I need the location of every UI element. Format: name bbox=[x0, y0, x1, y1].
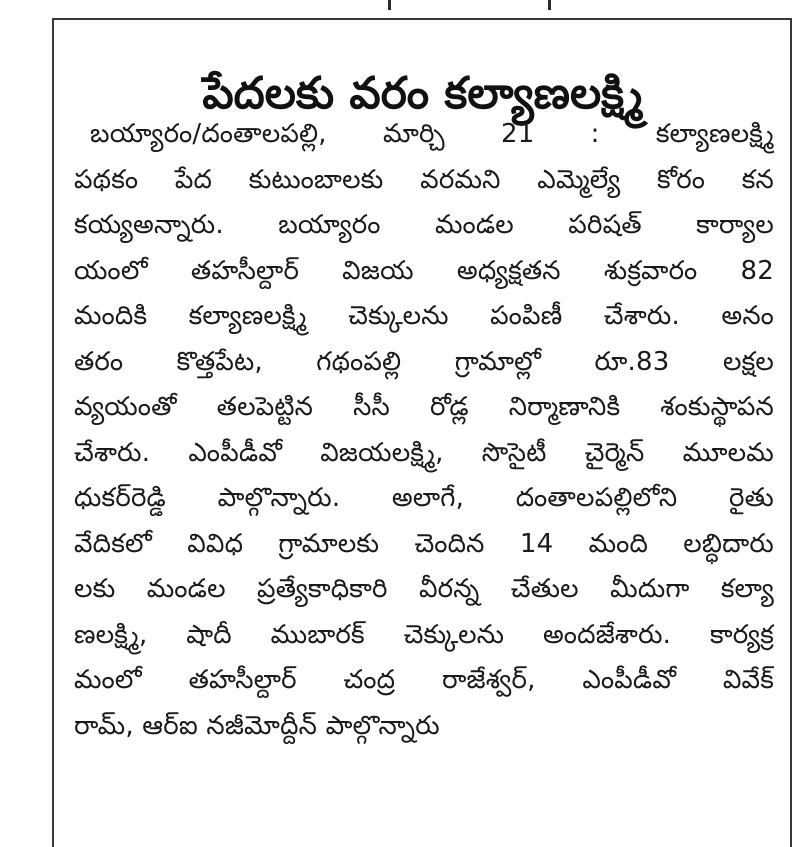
article-line: తరం కొత్తపేట, గథంపల్లి గ్రామాల్లో రూ.83 లక్షల bbox=[74, 346, 774, 377]
article-line: మందికి కల్యాణలక్ష్మి చెక్కులను పంపిణీ చేశారు. అనం bbox=[74, 301, 774, 331]
article-headline: పేదలకు వరం కల్యాణలక్ష్మి bbox=[202, 68, 643, 120]
article-body bbox=[74, 112, 774, 832]
article-line: కయ్యఅన్నారు. బయ్యారం మండల పరిషత్ కార్యాల bbox=[74, 210, 774, 240]
article-line: చేశారు. ఎంపీడీవో విజయలక్ష్మి, సొసైటీ చైర్మెన్ మూలమ bbox=[74, 437, 774, 468]
top-cut-mark bbox=[548, 0, 551, 10]
article-line: ణలక్ష్మి, షాదీ ముబారక్ చెక్కులను అందజేశారు. కార్యక్ర bbox=[74, 619, 774, 650]
next-article-fragment bbox=[290, 838, 540, 847]
article-line: ధుకర్‌రెడ్డి పాల్గొన్నారు. అలాగే, దంతాలపల్లిలోని రైతు bbox=[74, 483, 774, 513]
article-line: రామ్, ఆర్ఐ నజీమోద్దీన్ పాల్గొన్నారు bbox=[74, 710, 440, 741]
article-line: వ్యయంతో తలపెట్టిన సీసీ రోడ్ల నిర్మాణానికి శంకుస్థాపన bbox=[74, 392, 774, 422]
article-line: లకు మండల ప్రత్యేకాధికారి వీరన్న చేతుల మీదుగా కల్యా bbox=[74, 574, 774, 604]
right-border-rule bbox=[790, 18, 792, 847]
article-line: యంలో తహసీల్దార్ విజయ అధ్యక్షతన శుక్రవారం 82 bbox=[74, 255, 774, 286]
top-border-rule bbox=[52, 18, 792, 20]
article-line: పథకం పేద కుటుంబాలకు వరమని ఎమ్మెల్యే కోరం కన bbox=[74, 164, 774, 195]
top-cut-mark bbox=[388, 0, 391, 10]
left-border-rule bbox=[52, 18, 54, 847]
article-line: బయ్యారం/దంతాలపల్లి, మార్చి 21 : కల్యాణలక్ష్మి bbox=[90, 119, 774, 149]
article-line: మంలో తహసీల్దార్ చంద్ర రాజేశ్వర్, ఎంపీడీవో వివేక్ bbox=[74, 665, 774, 695]
article-line: వేదికలో వివిధ గ్రామాలకు చెందిన 14 మంది లబ్ధిదారు bbox=[74, 528, 774, 559]
